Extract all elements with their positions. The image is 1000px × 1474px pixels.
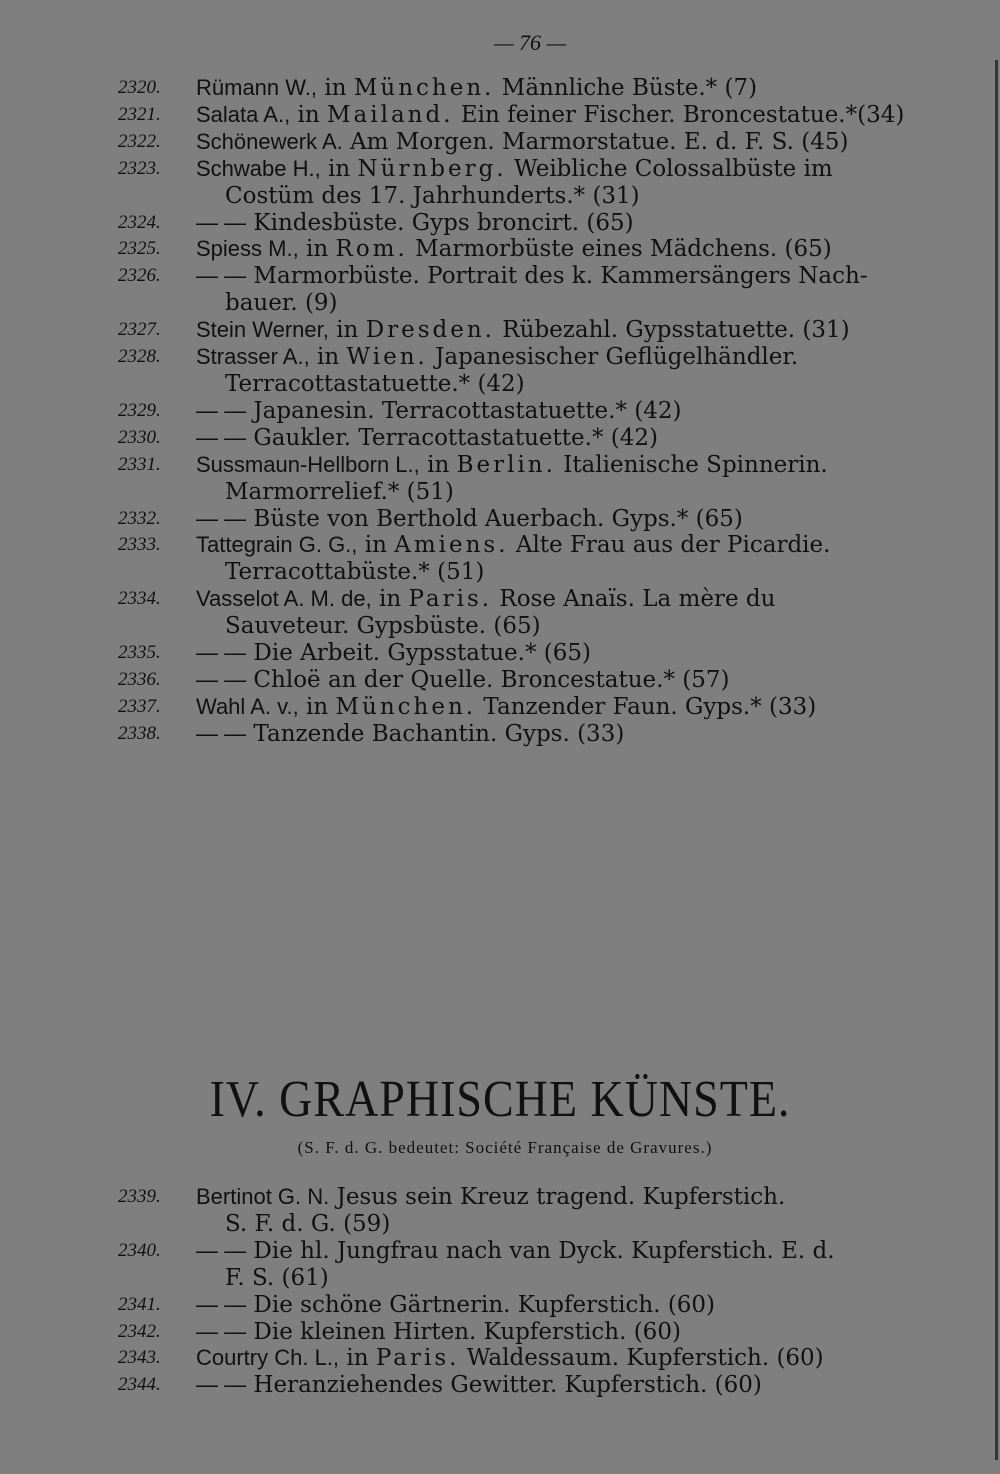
entry-continuation: Terracottastatuette.* (42) (225, 370, 525, 397)
page-number: — 76 — (493, 30, 567, 55)
catalogue-entry (118, 694, 920, 721)
entry-continuation: S. F. d. G. (59) (225, 1210, 391, 1237)
place-name: Berlin. (456, 451, 556, 478)
entry-number: 2323. (118, 157, 161, 179)
entry-number: 2331. (118, 453, 161, 475)
connector: in (298, 693, 336, 720)
entry-text (196, 425, 920, 452)
catalogue-entry (118, 1319, 920, 1346)
catalogue-entry (118, 263, 920, 317)
artist-name: Schönewerk A. (196, 128, 343, 154)
entry-number: 2326. (118, 265, 161, 287)
place-name: Rom. (335, 236, 408, 263)
entry-number: 2320. (118, 77, 161, 98)
section-title: IV. GRAPHISCHE KÜNSTE. (209, 1069, 791, 1128)
artist-name: — — (196, 1291, 247, 1317)
artist-name: — — (196, 666, 247, 692)
entry-text (196, 667, 920, 694)
entry-number: 2329. (118, 399, 161, 421)
artist-name: Wahl A. v., (196, 693, 299, 719)
work-description: Marmorbüste eines Mädchens. (65) (407, 236, 832, 263)
artist-name: Stein Werner, (196, 317, 329, 343)
entry-text (196, 236, 920, 263)
place-name: München. (335, 693, 477, 720)
work-description: Die schöne Gärtnerin. Kupferstich. (60) (246, 1291, 716, 1318)
catalogue-entry (118, 1292, 920, 1319)
place-name: München. (353, 75, 495, 101)
entry-continuation: bauer. (9) (225, 290, 338, 317)
entry-text (196, 210, 920, 237)
catalogue-entry (118, 667, 920, 694)
artist-name: — — (196, 720, 247, 746)
artist-name: Bertinot G. N. (196, 1184, 330, 1209)
connector: in (298, 236, 336, 263)
artist-name: — — (196, 1372, 247, 1398)
catalogue-entry (118, 506, 920, 533)
artist-name: Tattegrain G. G., (196, 532, 358, 558)
catalogue-entry (118, 1184, 920, 1238)
catalogue-list-graphics (118, 1184, 920, 1399)
entry-text (196, 129, 920, 156)
artist-name: — — (196, 424, 247, 450)
work-description: Gaukler. Terracottastatuette.* (42) (246, 424, 658, 451)
entry-text (196, 156, 920, 183)
entry-number: 2335. (118, 642, 161, 664)
artist-name: Strasser A., (196, 344, 310, 370)
place-name: Wien. (346, 344, 428, 371)
entry-number: 2321. (118, 103, 161, 125)
catalogue-entry (118, 344, 920, 398)
catalogue-entry (118, 721, 920, 748)
catalogue-entry (118, 75, 920, 102)
work-description: Italienische Spinnerin. (555, 451, 828, 478)
artist-name: Salata A., (196, 101, 291, 127)
artist-name: — — (196, 1318, 247, 1344)
catalogue-entry (118, 1345, 920, 1372)
place-name: Mailand. (326, 101, 454, 128)
artist-name: Vasselot A. M. de, (196, 586, 372, 612)
entry-text (196, 317, 920, 344)
catalogue-list-sculpture (118, 75, 920, 748)
catalogue-entry (118, 210, 920, 237)
entry-text (196, 452, 920, 479)
work-description: Tanzender Faun. Gyps.* (33) (476, 693, 817, 720)
entry-continuation: Marmorrelief.* (51) (225, 478, 454, 505)
work-description: Männliche Büste.* (7) (494, 75, 758, 101)
connector: in (339, 1345, 376, 1372)
entry-number: 2344. (118, 1374, 161, 1396)
entry-number: 2322. (118, 130, 161, 152)
entry-text (196, 398, 920, 425)
artist-name: — — (196, 397, 247, 423)
page-edge-shadow (995, 60, 998, 1460)
entry-number: 2328. (118, 346, 161, 368)
place-name: Nürnberg. (357, 155, 507, 182)
work-description: Büste von Berthold Auerbach. Gyps.* (65) (246, 505, 743, 532)
artist-name: Spiess M., (196, 236, 299, 262)
work-description: Japanesin. Terracottastatuette.* (42) (246, 397, 682, 424)
catalogue-entry (118, 640, 920, 667)
work-description: Am Morgen. Marmorstatue. E. d. F. S. (45) (342, 128, 849, 155)
catalogue-entry (118, 156, 920, 210)
artist-name: — — (196, 263, 247, 289)
entry-text (196, 640, 920, 667)
entry-number: 2325. (118, 238, 161, 260)
connector: in (419, 451, 457, 478)
work-description: Jesus sein Kreuz tragend. Kupferstich. (329, 1184, 786, 1210)
entry-number: 2339. (118, 1186, 161, 1207)
connector: in (290, 101, 327, 128)
artist-name: — — (196, 505, 247, 531)
catalogue-entry (118, 425, 920, 452)
entry-number: 2342. (118, 1320, 161, 1342)
catalogue-entry (118, 452, 920, 506)
entry-number: 2333. (118, 534, 161, 556)
catalogue-entry (118, 317, 920, 344)
artist-name: — — (196, 640, 247, 666)
work-description: Rose Anaïs. La mère du (492, 586, 776, 613)
work-description: Kindesbüste. Gyps broncirt. (65) (246, 209, 634, 236)
place-name: Paris. (408, 586, 493, 613)
entry-number: 2330. (118, 426, 161, 448)
place-name: Paris. (375, 1345, 460, 1372)
entry-text (196, 506, 920, 533)
work-description: Ein feiner Fischer. Broncestatue.*(34) (453, 101, 905, 128)
entry-text (196, 75, 920, 102)
section-note: (S. F. d. G. bedeutet: Société Française de Gravures.) (297, 1138, 713, 1157)
entry-text (196, 586, 920, 613)
work-description: Marmorbüste. Portrait des k. Kammersängers Nach- (246, 263, 868, 290)
entry-number: 2337. (118, 695, 161, 717)
catalogue-entry (118, 102, 920, 129)
work-description: Die Arbeit. Gypsstatue.* (65) (246, 640, 591, 667)
work-description: Waldessaum. Kupferstich. (60) (459, 1345, 824, 1372)
catalogue-entry (118, 1238, 920, 1292)
entry-number: 2341. (118, 1293, 161, 1315)
entry-text (196, 1184, 920, 1211)
entry-continuation: Sauveteur. Gypsbüste. (65) (225, 613, 541, 640)
artist-name: — — (196, 209, 247, 235)
artist-name: Schwabe H., (196, 155, 321, 181)
artist-name: Sussmaun-Hellborn L., (196, 451, 420, 477)
work-description: Rübezahl. Gypsstatuette. (31) (495, 317, 850, 344)
connector: in (317, 75, 354, 101)
entry-number: 2327. (118, 319, 161, 341)
entry-text (196, 344, 920, 371)
catalogue-entry (118, 236, 920, 263)
artist-name: Courtry Ch. L., (196, 1345, 340, 1371)
connector: in (309, 344, 347, 371)
entry-number: 2338. (118, 722, 161, 744)
entry-text (196, 721, 920, 748)
work-description: Die kleinen Hirten. Kupferstich. (60) (246, 1318, 681, 1345)
connector: in (320, 155, 358, 182)
entry-text (196, 1292, 920, 1319)
entry-text (196, 1238, 920, 1265)
entry-text (196, 102, 920, 129)
work-description: Weibliche Colossalbüste im (506, 155, 833, 182)
entry-number: 2324. (118, 211, 161, 233)
entry-number: 2336. (118, 668, 161, 690)
work-description: Tanzende Bachantin. Gyps. (33) (246, 720, 625, 747)
entry-continuation: F. S. (61) (225, 1264, 329, 1291)
work-description: Heranziehendes Gewitter. Kupferstich. (60) (246, 1372, 762, 1399)
catalogue-entry (118, 129, 920, 156)
connector: in (357, 532, 395, 559)
entry-text (196, 532, 920, 559)
connector: in (371, 586, 409, 613)
catalogue-entry (118, 532, 920, 586)
work-description: Chloë an der Quelle. Broncestatue.* (57) (246, 666, 730, 693)
place-name: Amiens. (394, 532, 509, 559)
connector: in (328, 317, 366, 344)
work-description: Die hl. Jungfrau nach van Dyck. Kupferstich. E. d. (246, 1237, 835, 1264)
artist-name: Rümann W., (196, 75, 318, 100)
catalogue-entry (118, 586, 920, 640)
entry-number: 2340. (118, 1239, 161, 1261)
entry-text (196, 1319, 920, 1346)
entry-text (196, 1345, 920, 1372)
entry-number: 2332. (118, 507, 161, 529)
entry-text (196, 694, 920, 721)
catalogue-entry (118, 398, 920, 425)
entry-text (196, 1372, 920, 1399)
entry-number: 2343. (118, 1347, 161, 1369)
work-description: Japanesischer Geflügelhändler. (427, 344, 799, 371)
catalogue-entry (118, 1372, 920, 1399)
work-description: Alte Frau aus der Picardie. (508, 532, 831, 559)
entry-number: 2334. (118, 588, 161, 610)
artist-name: — — (196, 1237, 247, 1263)
entry-continuation: Terracottabüste.* (51) (225, 559, 485, 586)
place-name: Dresden. (365, 317, 495, 344)
entry-continuation: Costüm des 17. Jahrhunderts.* (31) (225, 182, 640, 209)
entry-text (196, 263, 920, 290)
